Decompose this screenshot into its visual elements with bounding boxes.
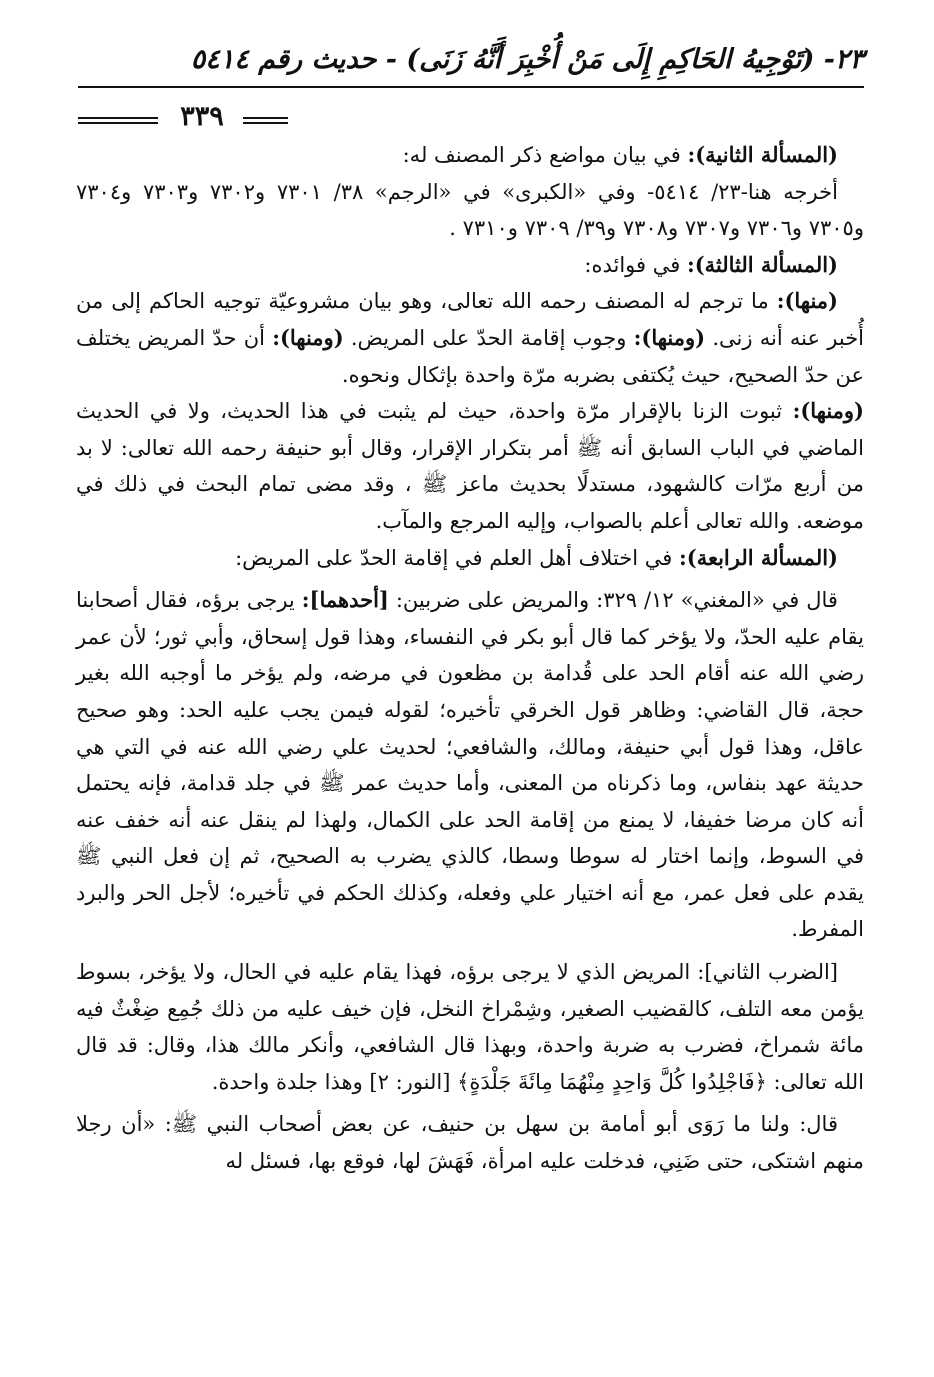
paragraph-references [76, 174, 864, 247]
benefit-label: (ومنها): [792, 398, 864, 424]
issue-heading: (المسألة الثالثة): [686, 251, 838, 277]
benefit-label: (ومنها): [272, 324, 344, 350]
benefit-label: (ومنها): [633, 324, 706, 350]
paragraph-issue-two [76, 137, 864, 174]
page-body [76, 137, 864, 1180]
page-number-rule-left [78, 117, 158, 124]
paragraph-text: أن حدّ المريض يختلف عن حدّ الصحيح، حيث يُكتفى بضربه مرّة واحدة بإثكال ونحوه. [76, 325, 864, 387]
category-label: [أحدهما]: [301, 587, 389, 613]
paragraph-issue-four [76, 540, 864, 577]
paragraph-issue-three [76, 247, 864, 284]
paragraph-text: قال: ولنا ما رَوَى أبو أمامة بن سهل بن حنيف، عن بعض أصحاب النبي ﷺ: «أن رجلا منهم اشتكى، حتى ضَنِي، فدخلت عليه امرأة، فَهَشَ لها، فوقع بها، فسئل له [76, 1112, 864, 1174]
paragraph-text: يرجى برؤه، فقال أصحابنا يقام عليه الحدّ، ولا يؤخر كما قال أبو بكر في النفساء، وهذا قول إسحاق، وأبي ثور؛ لأن عمر رضي الله عنه أقام الحد على قُدامة بن مظعون في مرضه، ولم يؤخر ما أوجبه الله بغير حجة، قال القاضي: وظاهر قول الخرقي تأخيره؛ لقوله فيمن يجب عليه الحد: وهو صحيح عاقل، وهذا قول أبي حنيفة، ومالك، والشافعي؛ لحديث علي رضي الله عنه في التي هي حديثة عهد بنفاس، وما ذكرناه من المعنى، وأما حديث عمر ﷺ في جلد قدامة، فإنه يحتمل أنه كان مرضا خفيفا، لا يمنع من إقامة الحد على الكمال، ولهذا لم ينقل عنه أنه خفف عنه في السوط، وإنما اختار له سوطا وسطا، كالذي يضرب به الصحيح، ثم إن فعل النبي ﷺ يقدم على فعل عمر، مع أنه اختيار علي وفعله، وكذلك الحكم في تأخيره؛ لأجل الحر والبرد المفرط. [76, 588, 864, 942]
page-header [78, 38, 864, 132]
benefit-label: (منها): [776, 288, 838, 314]
paragraph-text: ثبوت الزنا بالإقرار مرّة واحدة، حيث لم يثبت في هذا الحديث، ولا في الحديث الماضي في الباب السابق أنه ﷺ أمر بتكرار الإقرار، وقال أبو حنيفة رحمه الله تعالى: لا بد من أربع مرّات كالشهود، مستدلًا بحديث ماعز ﷺ ، وقد مضى تمام البحث في ذلك في موضعه. والله تعالى أعلم بالصواب، وإليه المرجع والمآب. [76, 399, 864, 533]
paragraph-text: وجوب إقامة الحدّ على المريض. [343, 325, 634, 350]
paragraph-mughni-quote [76, 582, 864, 948]
page-number-row [78, 101, 298, 132]
running-title: ٢٣- (تَوْجِيهُ الحَاكِمِ إِلَى مَنْ أُخْبِرَ أَنَّهُ زَنَى) - حديث رقم ٥٤١٤ [190, 44, 864, 75]
paragraph-text: في فوائده: [584, 252, 687, 277]
issue-heading: (المسألة الرابعة): [679, 544, 838, 570]
issue-heading: (المسألة الثانية): [687, 142, 838, 167]
paragraph-text: في اختلاف أهل العلم في إقامة الحدّ على المريض: [235, 545, 679, 570]
page-number-rule-right [243, 117, 288, 124]
paragraph-second-category [76, 954, 864, 1100]
paragraph-text: [الضرب الثاني]: المريض الذي لا يرجى برؤه، فهذا يقام عليه في الحال، ولا يؤخر، بسوط يؤمن معه التلف، كالقضيب الصغير، وشِمْراخ النخل، فإن خيف عليه من ذلك جُمِع ضِغْثٌ فيه مائة شمراخ، فضرب به ضربة واحدة، وبهذا قال الشافعي، وأنكر مالك هذا، وقال: قد قال الله تعالى: ﴿فَاجْلِدُوا كُلَّ وَاحِدٍ مِنْهُمَا مِائَةَ جَلْدَةٍ﴾ [النور: ٢] وهذا جلدة واحدة. [76, 960, 864, 1094]
page-number: ٣٣٩ [180, 101, 224, 132]
paragraph-benefits [76, 283, 864, 393]
paragraph-text: ما ترجم له المصنف رحمه الله تعالى، وهو بيان مشروعيّة توجيه الحاكم إلى من أُخبر عنه أنه زنى. [76, 289, 865, 350]
paragraph-hadith [76, 1106, 864, 1179]
paragraph-text: أخرجه هنا-٢٣/ ٥٤١٤- وفي «الكبرى» في «الرجم» ٣٨/ ٧٣٠١ و٧٣٠٢ و٧٣٠٣ و٧٣٠٤ و٧٣٠٥ و٧٣٠٦ و٧٣٠٧ و٧٣٠٨ و٣٩/ ٧٣٠٩ و٧٣١٠ . [76, 179, 864, 241]
paragraph-text: قال في «المغني» ١٢/ ٣٢٩: والمريض على ضربين: [388, 588, 838, 613]
paragraph-confession [76, 393, 864, 539]
paragraph-text: في بيان مواضع ذكر المصنف له: [402, 143, 688, 167]
header-rule [78, 86, 864, 88]
